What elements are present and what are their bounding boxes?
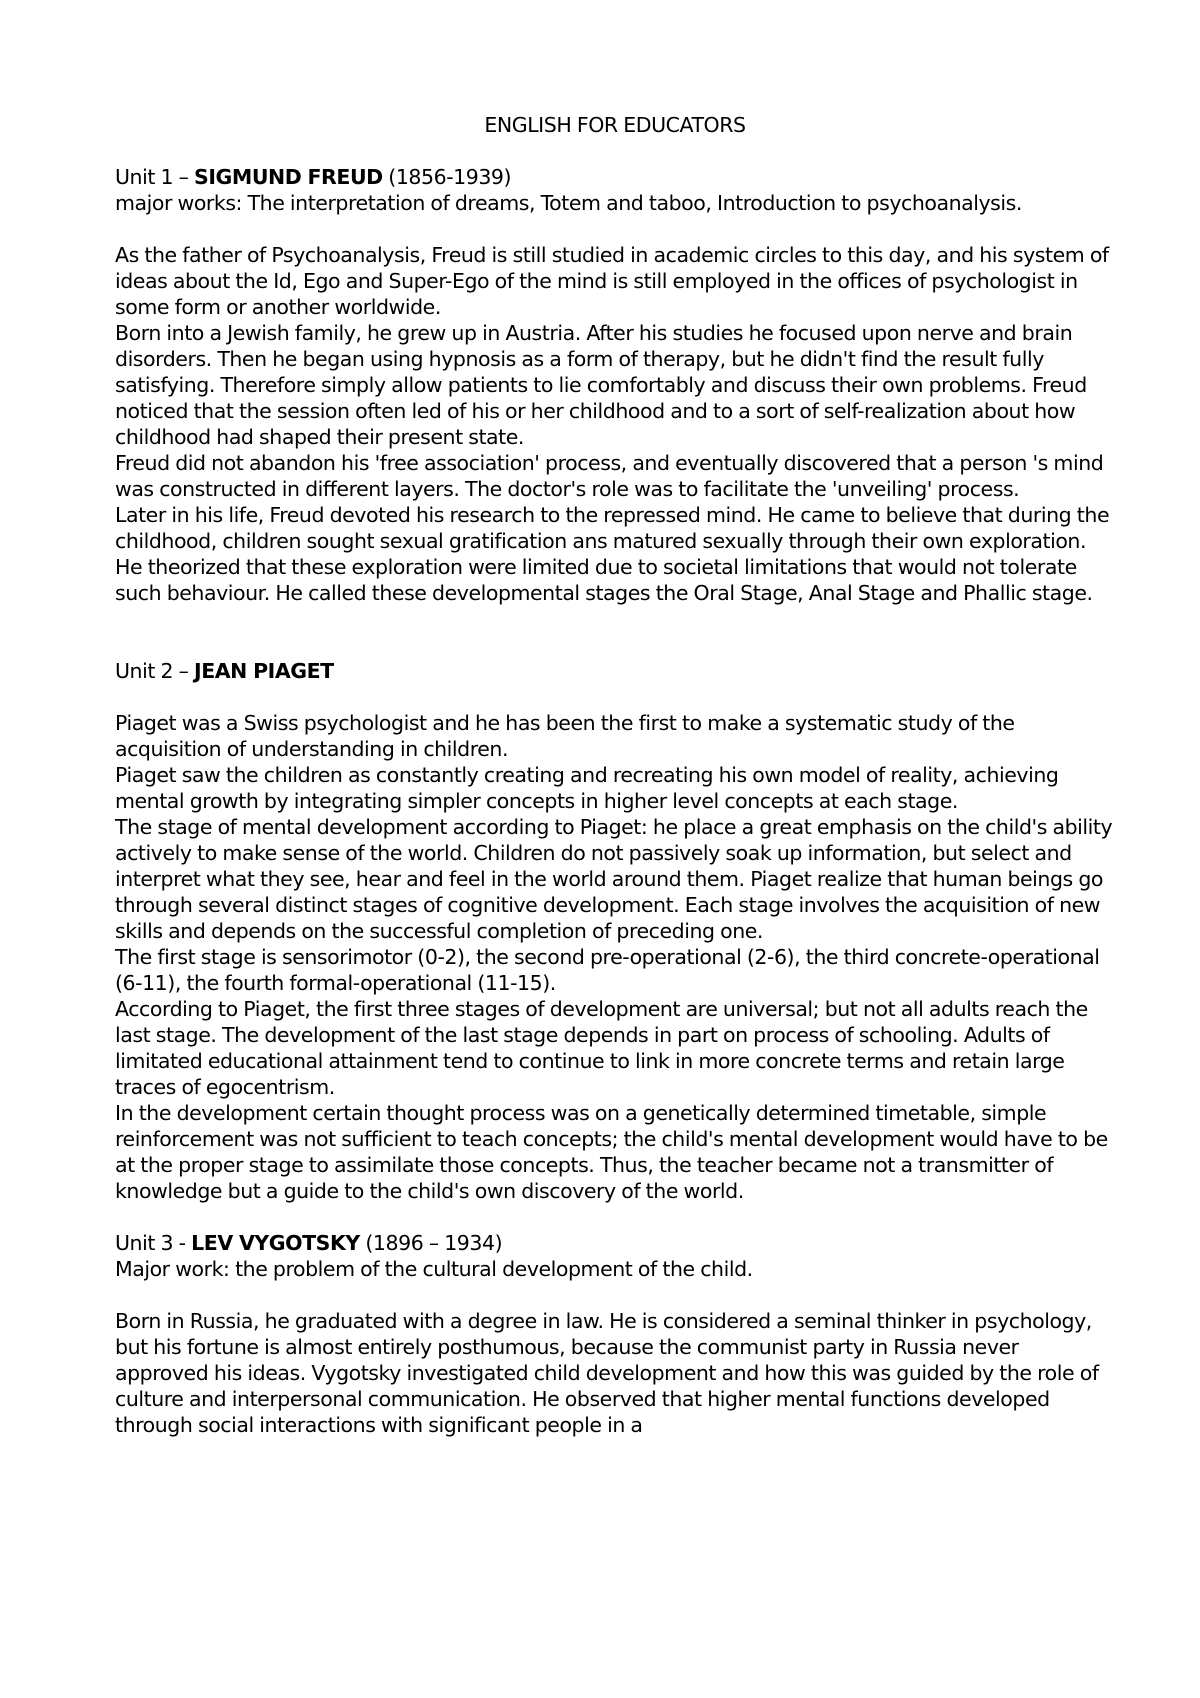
unit-section-vygotsky	[115, 1230, 1115, 1438]
paragraph: Freud did not abandon his 'free association' process, and eventually discovered that a person 's mind was constructed in different layers. The doctor's role was to facilitate the 'unveiling' process.	[115, 451, 1104, 501]
unit-dates: (1856-1939)	[382, 165, 512, 189]
paragraph: Piaget saw the children as constantly creating and recreating his own model of reality, achieving mental growth by integrating simpler concepts in higher level concepts at each stage.	[115, 763, 1059, 813]
document-page	[115, 112, 1115, 1438]
unit-name: SIGMUND FREUD	[194, 165, 383, 189]
paragraph: Born into a Jewish family, he grew up in Austria. After his studies he focused upon nerve and brain disorders. Then he began using hypnosis as a form of therapy, but he didn't find the result fully satisfying. Therefore simply allow patients to lie comfortably and discuss their own problems. Freud noticed that the session often led of his or her childhood and to a sort of self-realization about how childhood had shaped their present state.	[115, 321, 1087, 449]
paragraph: Later in his life, Freud devoted his research to the repressed mind. He came to believe that during the childhood, children sought sexual gratification ans matured sexually through their own exploration. He theorized that these exploration were limited due to societal limitations that would not tolerate such behaviour. He called these developmental stages the Oral Stage, Anal Stage and Phallic stage.	[115, 503, 1110, 605]
paragraph: Born in Russia, he graduated with a degree in law. He is considered a seminal thinker in psychology, but his fortune is almost entirely posthumous, because the communist party in Russia never approved his ideas. Vygotsky investigated child development and how this was guided by the role of culture and interpersonal communication. He observed that higher mental functions developed through social interactions with significant people in a	[115, 1309, 1099, 1437]
unit-heading	[115, 658, 1115, 684]
major-works: major works: The interpretation of dreams, Totem and taboo, Introduction to psychoanalysis.	[115, 191, 1022, 215]
paragraph: According to Piaget, the first three stages of development are universal; but not all adults reach the last stage. The development of the last stage depends in part on process of schooling. Adults of limitated educational attainment tend to continue to link in more concrete terms and retain large traces of egocentrism.	[115, 997, 1088, 1099]
document-title: ENGLISH FOR EDUCATORS	[484, 113, 746, 137]
paragraph: The first stage is sensorimotor (0-2), the second pre-operational (2-6), the third concrete-operational (6-11), the fourth formal-operational (11-15).	[115, 945, 1100, 995]
paragraph: The stage of mental development according to Piaget: he place a great emphasis on the child's ability actively to make sense of the world. Children do not passively soak up information, but select and interpret what they see, hear and feel in the world around them. Piaget realize that human beings go through several distinct stages of cognitive development. Each stage involves the acquisition of new skills and depends on the successful completion of preceding one.	[115, 815, 1113, 943]
unit-name: LEV VYGOTSKY	[191, 1231, 360, 1255]
unit-prefix: Unit 2 –	[115, 659, 195, 683]
unit-dates: (1896 – 1934)	[359, 1231, 503, 1255]
unit-section-piaget	[115, 658, 1115, 1204]
paragraph: As the father of Psychoanalysis, Freud is still studied in academic circles to this day, and his system of ideas about the Id, Ego and Super-Ego of the mind is still employed in the offices of psychologist in some form or another worldwide.	[115, 243, 1109, 319]
unit-heading	[115, 1230, 1115, 1256]
paragraph: In the development certain thought process was on a genetically determined timetable, simple reinforcement was not sufficient to teach concepts; the child's mental development would have to be at the proper stage to assimilate those concepts. Thus, the teacher became not a transmitter of knowledge but a guide to the child's own discovery of the world.	[115, 1101, 1108, 1203]
paragraph: Piaget was a Swiss psychologist and he has been the first to make a systematic study of the acquisition of understanding in children.	[115, 711, 1015, 761]
unit-heading	[115, 164, 1115, 190]
unit-prefix: Unit 1 –	[115, 165, 195, 189]
major-works: Major work: the problem of the cultural development of the child.	[115, 1257, 753, 1281]
unit-name: JEAN PIAGET	[194, 659, 334, 683]
unit-section-freud	[115, 164, 1115, 606]
unit-prefix: Unit 3 -	[115, 1231, 192, 1255]
